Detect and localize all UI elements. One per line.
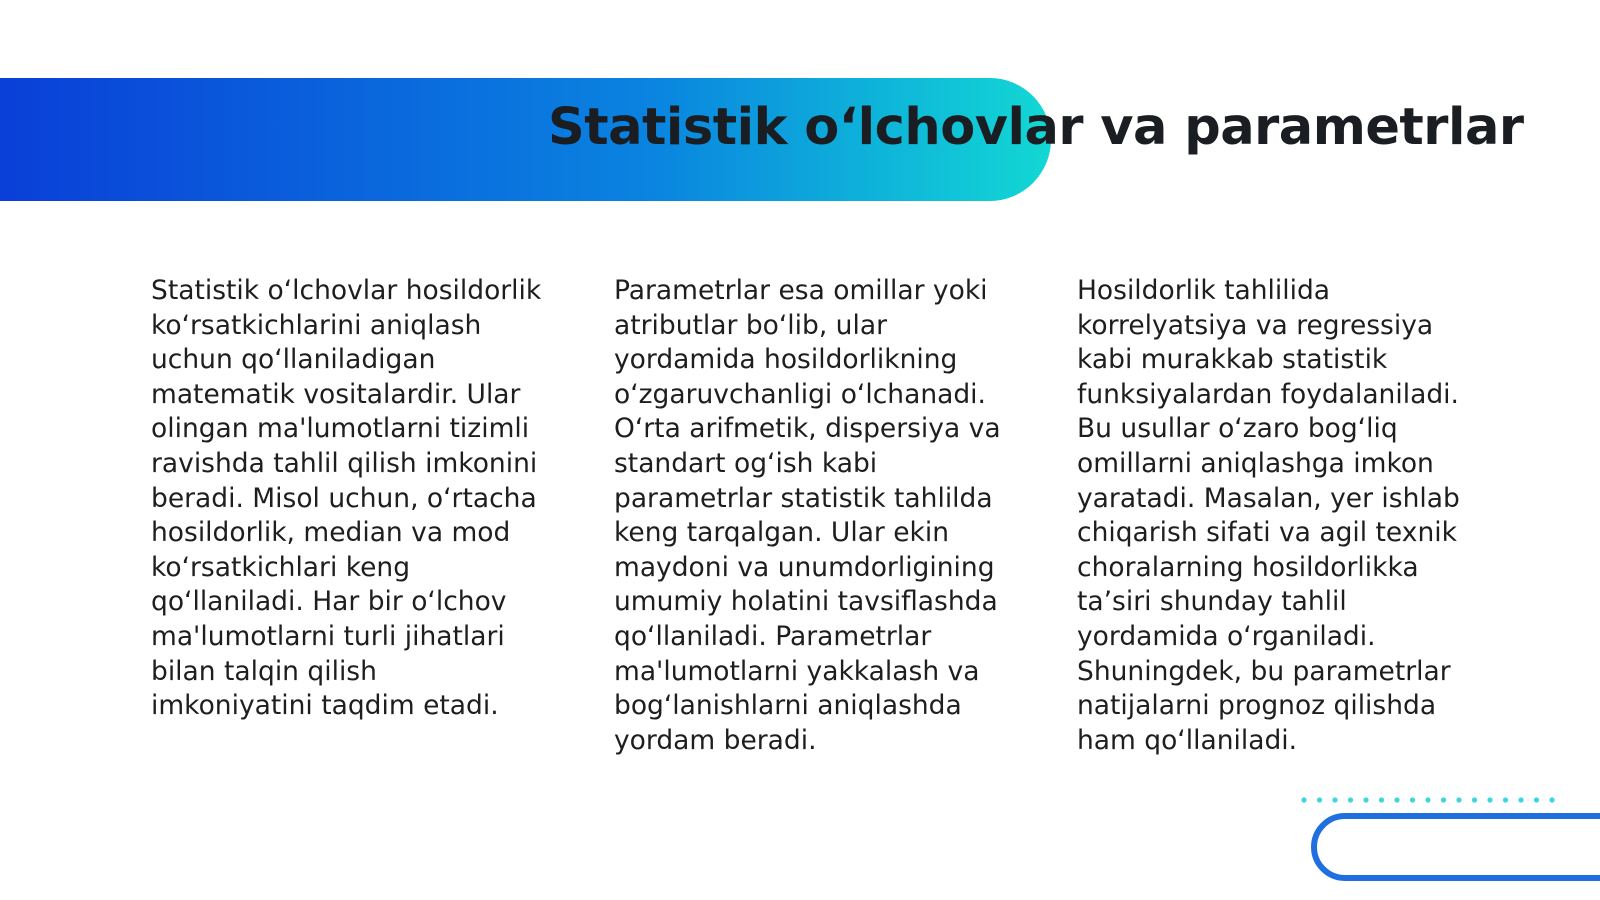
decorative-dot — [1487, 797, 1492, 802]
decorative-dot — [1379, 797, 1384, 802]
decorative-dot — [1394, 797, 1399, 802]
text-column-right: Hosildorlik tahlilida korrelyatsiya va regressiya kabi murakkab statistik funksiyalardan foydalaniladi. Bu usullar o‘zaro bog‘liq omillarni aniqlashga imkon yaratadi. Masalan, yer ishlab chiqarish sifati va agil texnik choralarning hosildorlikka ta’siri shunday tahlil yordamida o‘rganiladi. Shuningdek, bu parametrlar natijalarni prognoz qilishda ham qo‘llaniladi. — [1077, 275, 1460, 756]
decorative-dot — [1363, 797, 1368, 802]
text-column-left: Statistik o‘lchovlar hosildorlik ko‘rsatkichlarini aniqlash uchun qo‘llaniladigan matematik vositalardir. Ular olingan ma'lumotlarni tizimli ravishda tahlil qilish imkonini beradi. Misol uchun, o‘rtacha hosildorlik, median va mod ko‘rsatkichlari keng qo‘llaniladi. Har bir o‘lchov ma'lumotlarni turli jihatlari bilan talqin qilish imkoniyatini taqdim etadi. — [151, 275, 542, 722]
decorative-dot — [1503, 797, 1508, 802]
decorative-dot — [1425, 797, 1430, 802]
decorative-dot — [1472, 797, 1477, 802]
decorative-dot — [1456, 797, 1461, 802]
decorative-dot — [1549, 797, 1554, 802]
decorative-dot — [1534, 797, 1539, 802]
decorative-dot — [1410, 797, 1415, 802]
decorative-pill-outline — [1311, 813, 1600, 881]
decorative-dot — [1332, 797, 1337, 802]
text-column-middle: Parametrlar esa omillar yoki atributlar bo‘lib, ular yordamida hosildorlikning o‘zgaruvchanligi o‘lchanadi. O‘rta arifmetik, dispersiya va standart og‘ish kabi parametrlar statistik tahlilda keng tarqalgan. Ular ekin maydoni va unumdorligining umumiy holatini tavsiflashda qo‘llaniladi. Parametrlar ma'lumotlarni yakkalash va bog‘lanishlarni aniqlashda yordam beradi. — [614, 275, 1001, 756]
decorative-dots — [1300, 796, 1565, 804]
slide-title: Statistik o‘lchovlar va parametrlar — [548, 98, 1524, 157]
decorative-dot — [1317, 797, 1322, 802]
decorative-dot — [1441, 797, 1446, 802]
decorative-dot — [1301, 797, 1306, 802]
decorative-dot — [1348, 797, 1353, 802]
decorative-dot — [1518, 797, 1523, 802]
